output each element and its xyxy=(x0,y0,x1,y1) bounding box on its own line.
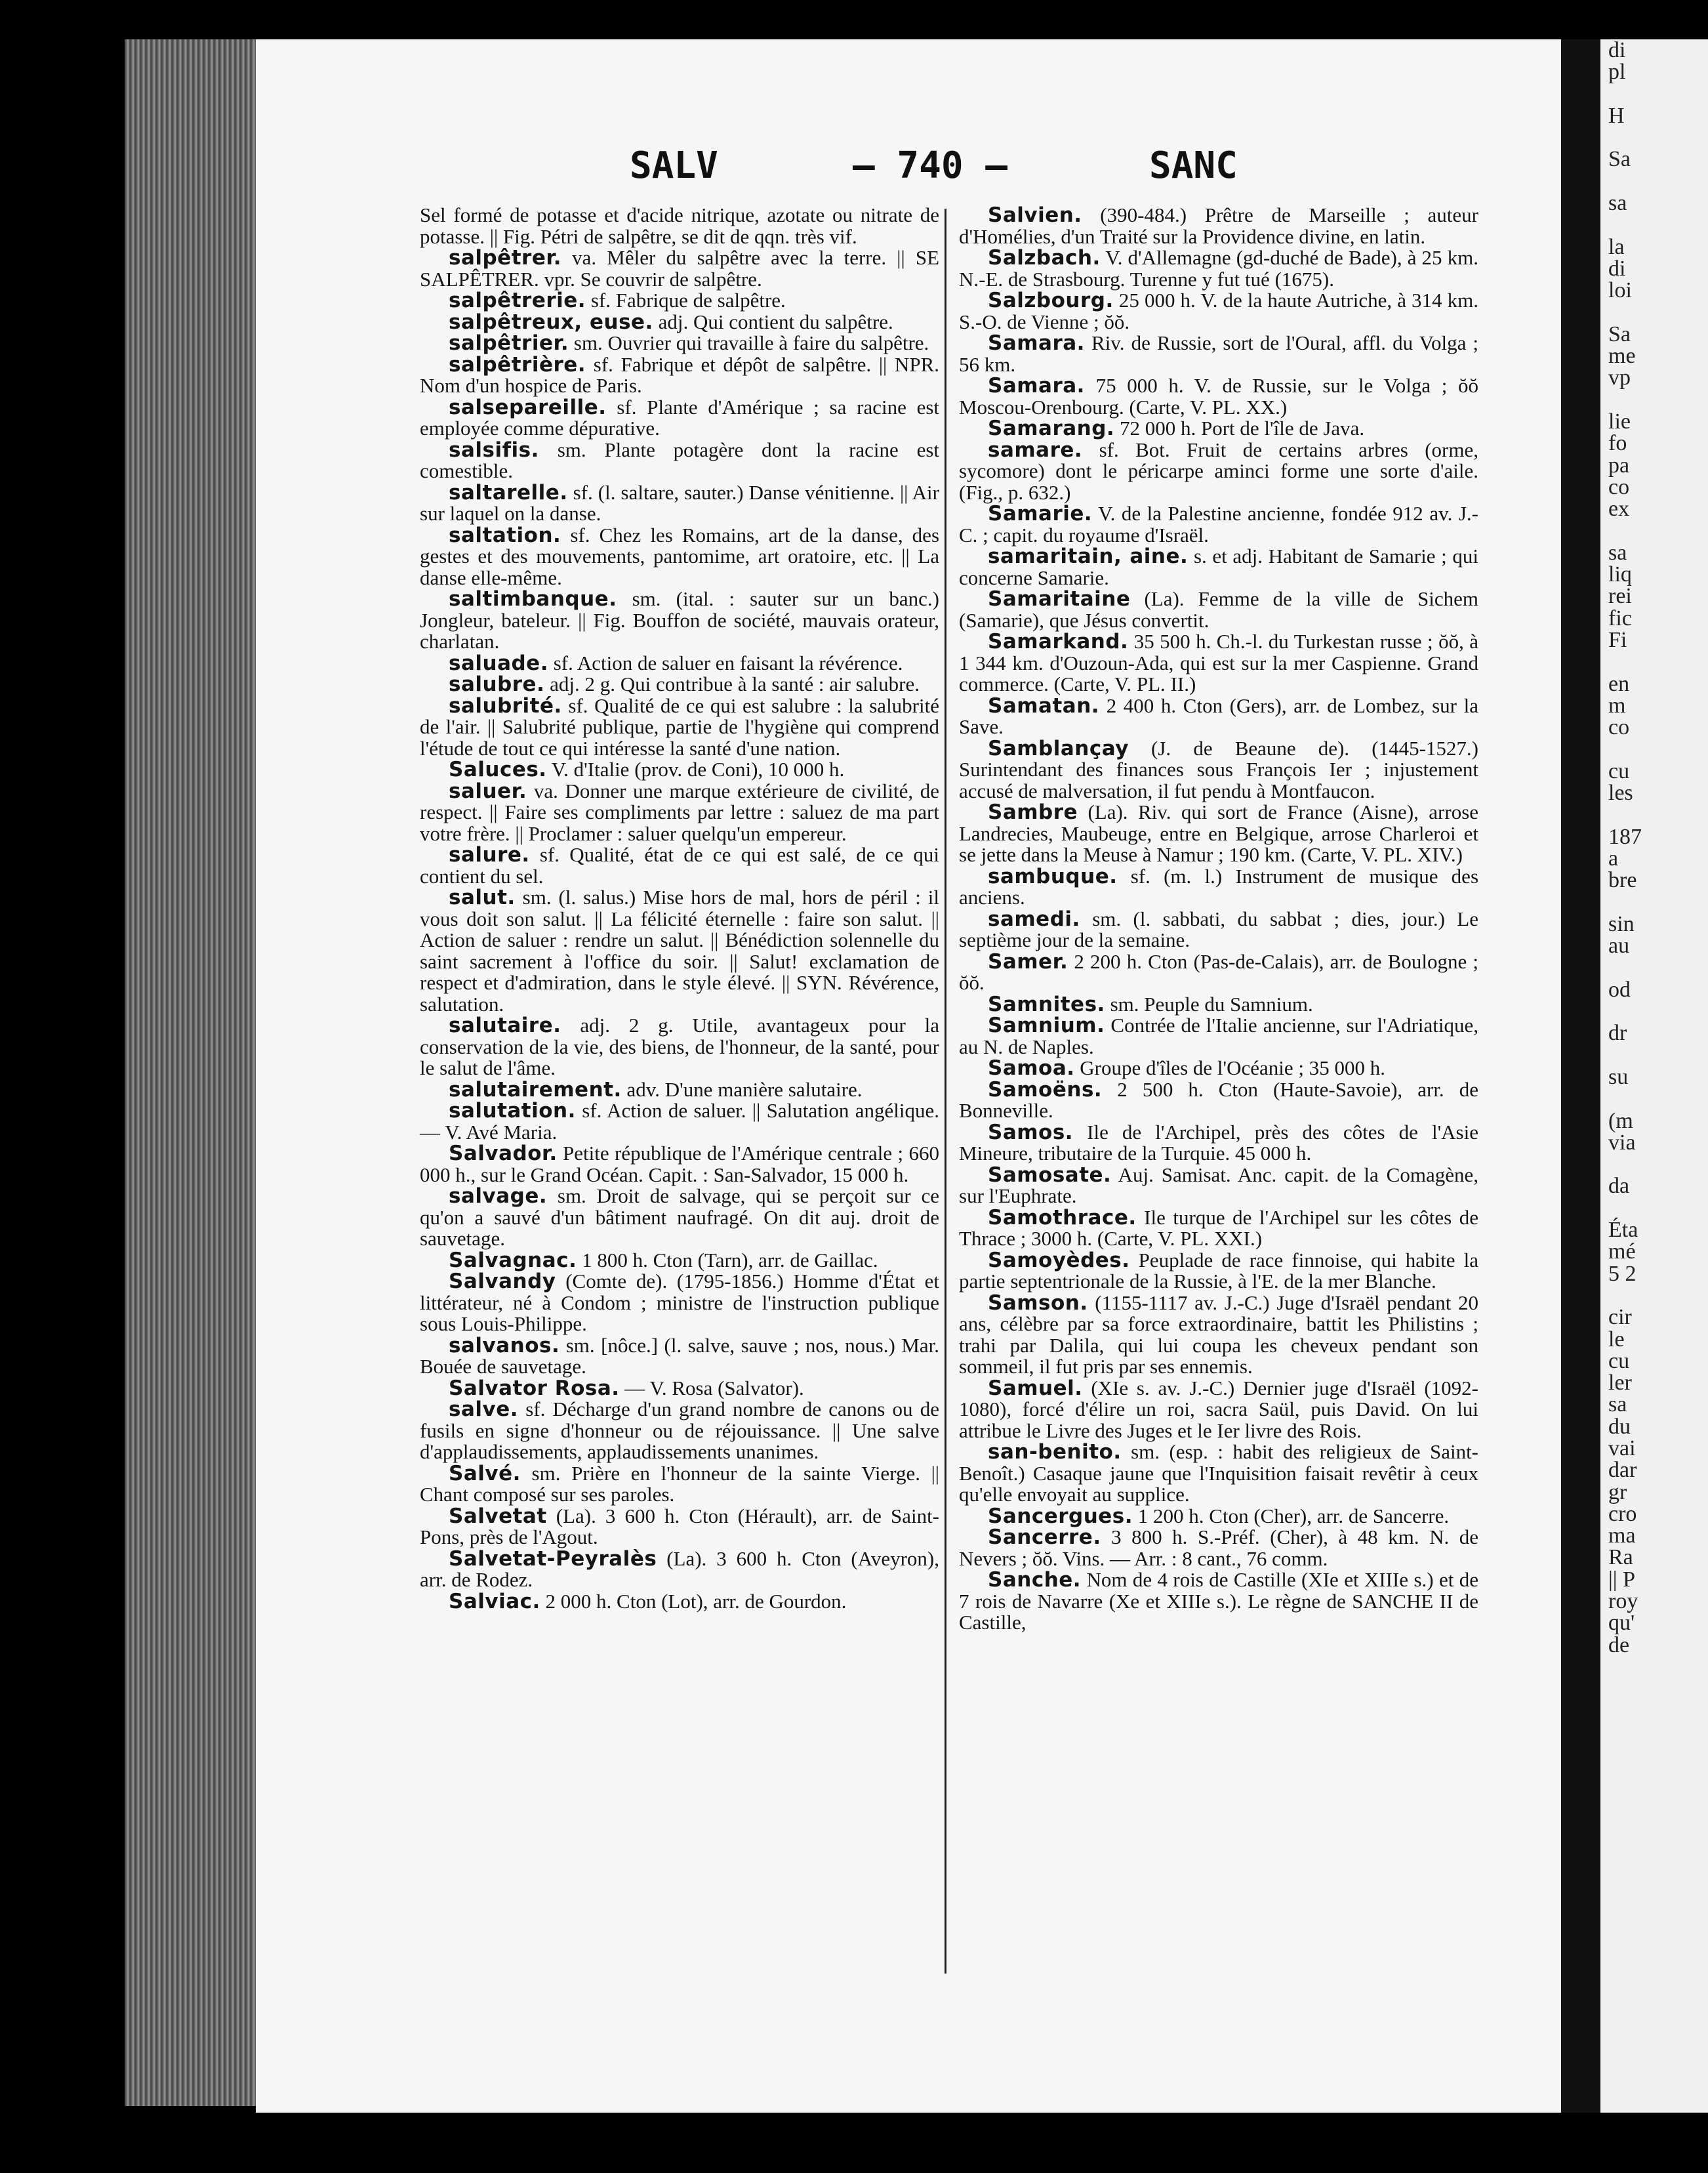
entry-headword: salpêtreux, euse. xyxy=(449,310,653,334)
dictionary-entry xyxy=(420,482,939,525)
dictionary-entry xyxy=(420,1015,939,1079)
entry-definition: 3 800 h. S.-Préf. (Cher), à 48 km. N. de Nevers ; ŏŏ. Vins. — Arr. : 8 cant., 76 comm. xyxy=(959,1525,1478,1570)
dictionary-entry xyxy=(959,1165,1478,1207)
dictionary-entry xyxy=(959,866,1478,909)
dictionary-entry xyxy=(420,1143,939,1186)
entry-headword: Samarang. xyxy=(988,417,1115,440)
dictionary-entry xyxy=(959,695,1478,738)
entry-headword: samaritain, aine. xyxy=(988,545,1189,568)
facing-page-text xyxy=(1600,804,1708,825)
dictionary-entry xyxy=(420,1186,939,1250)
entry-headword: Samosate. xyxy=(988,1163,1112,1187)
entry-headword: Samaritaine xyxy=(988,587,1131,611)
entry-definition: (XIe s. av. J.-C.) Dernier juge d'Israël (1092-1080), forcé d'élire un roi, sacra Saül, puis David. On lui attribue le Livre des Juges et le Ier livre des Rois. xyxy=(959,1376,1478,1442)
entry-definition: 2 400 h. Cton (Gers), arr. de Lombez, sur la Save. xyxy=(959,693,1478,738)
entry-definition: adj. Qui contient du salpêtre. xyxy=(658,310,893,333)
entry-headword: sambuque. xyxy=(988,864,1118,888)
dictionary-entry xyxy=(959,951,1478,994)
facing-page-text: sin xyxy=(1608,911,1635,936)
entry-headword: Samara. xyxy=(988,331,1085,355)
entry-definition: Ile turque de l'Archipel sur les côtes de Thrace ; 3000 h. (Carte, V. PL. XXI.) xyxy=(959,1205,1478,1250)
dictionary-entry xyxy=(959,1207,1478,1250)
entry-headword: salubrité. xyxy=(449,693,562,718)
dictionary-entry xyxy=(959,375,1478,418)
entry-definition: va. Donner une marque extérieure de civilité, de respect. || Faire ses compliments par lettre : saluez de ma part votre frère. || Proclamer : saluer quelqu'un empereur. xyxy=(420,779,940,845)
entry-definition: sf. (m. l.) Instrument de musique des anciens. xyxy=(959,864,1479,909)
entry-headword: Salvetat xyxy=(449,1504,547,1528)
dictionary-entry xyxy=(420,1079,939,1101)
dictionary-entry xyxy=(959,247,1478,290)
entry-definition: V. de la Palestine ancienne, fondée 912 av. J.-C. ; capit. du royaume d'Israël. xyxy=(959,502,1478,547)
entry-definition: (La). Femme de la ville de Sichem (Samarie), que Jésus convertit. xyxy=(959,587,1478,632)
facing-page-text xyxy=(1600,520,1708,542)
dictionary-entry xyxy=(420,653,939,674)
entry-headword: saltarelle. xyxy=(449,480,568,505)
dictionary-entry xyxy=(959,909,1478,951)
entry-definition: sf. Action de saluer. || Salutation angélique. — V. Avé Maria. xyxy=(420,1099,939,1144)
facing-page-text xyxy=(1600,302,1708,323)
facing-page-text: pl xyxy=(1608,60,1626,85)
entry-definition: sf. Chez les Romains, art de la danse, des gestes et des mouvements, pantomime, art oratoire, etc. || La danse elle-même. xyxy=(420,523,940,589)
entry-definition: sm. Plante potagère dont la racine est comestible. xyxy=(420,438,940,482)
dictionary-entry xyxy=(420,1250,939,1272)
facing-page-text: en xyxy=(1608,671,1630,696)
facing-page-text: cu xyxy=(1608,758,1630,783)
facing-page-text: ma xyxy=(1608,1523,1636,1548)
facing-page-text: a xyxy=(1608,846,1619,871)
right-column xyxy=(959,205,1478,1634)
dictionary-entry xyxy=(959,1378,1478,1442)
entry-headword: salsepareille. xyxy=(449,395,607,419)
entry-headword: saltimbanque. xyxy=(449,587,617,611)
entry-headword: Salviac. xyxy=(449,1589,540,1613)
entry-headword: Sanche. xyxy=(988,1568,1082,1592)
entry-headword: Samson. xyxy=(988,1291,1088,1315)
page-gutter xyxy=(1561,39,1600,2113)
entry-definition: adj. 2 g. Qui contribue à la santé : air salubre. xyxy=(550,673,920,695)
entry-definition: sm. (l. salus.) Mise hors de mal, hors de péril : il vous doit son salut. || La félicité éternelle : faire son salut. || Action de saluer : rendre un salut. || Bénédiction solennelle du saint sacrement à l'office du soir. || Salut! exclamation de respect et d'admiration, dans le style élevé. || SYN. Révérence, salutation. xyxy=(420,886,939,1016)
book-edge-shadow xyxy=(0,0,125,2173)
entry-definition: V. d'Italie (prov. de Coni), 10 000 h. xyxy=(551,758,845,781)
facing-page-text: Sa xyxy=(1608,147,1631,172)
facing-page-text: la xyxy=(1608,234,1625,259)
entry-headword: salpêtrer. xyxy=(449,246,561,270)
dictionary-entry xyxy=(420,247,939,290)
facing-page-text xyxy=(1600,892,1708,913)
entry-definition: 72 000 h. Port de l'île de Java. xyxy=(1119,417,1365,440)
entry-headword: Samer. xyxy=(988,949,1068,974)
dictionary-entry xyxy=(420,1378,939,1399)
entry-definition: sf. Bot. Fruit de certains arbres (orme, sycomore) dont le péricarpe aminci forme une sorte d'aile. (Fig., p. 632.) xyxy=(959,438,1478,504)
entry-definition: sm. [nôce.] (l. salve, sauve ; nos, nous.) Mar. Bouée de sauvetage. xyxy=(420,1333,939,1378)
entry-headword: salpêtrier. xyxy=(449,331,569,355)
running-header xyxy=(630,144,1259,190)
entry-definition: (La). 3 600 h. Cton (Hérault), arr. de Saint-Pons, près de l'Agout. xyxy=(420,1504,939,1548)
entry-headword: Samatan. xyxy=(988,693,1100,718)
facing-page-text: gr xyxy=(1608,1480,1627,1504)
facing-page-text: ex xyxy=(1608,497,1630,522)
dictionary-entry xyxy=(959,546,1478,589)
facing-page-text: Sa xyxy=(1608,321,1631,346)
entry-definition: (La). 3 600 h. Cton (Aveyron), arr. de Rodez. xyxy=(420,1546,939,1591)
entry-headword: salutaire. xyxy=(449,1014,561,1037)
dictionary-entry xyxy=(959,418,1478,440)
facing-page-text: 187 xyxy=(1608,824,1642,849)
facing-page-text xyxy=(1600,1045,1708,1066)
facing-page-text: dar xyxy=(1608,1458,1637,1483)
facing-page-text xyxy=(1600,739,1708,760)
entry-headword: samedi. xyxy=(988,907,1080,931)
entry-definition: Ile de l'Archipel, près des côtes de l'Asie Mineure, tributaire de la Turquie. 45 000 h. xyxy=(959,1120,1478,1165)
dictionary-entry xyxy=(959,205,1478,247)
dictionary-entry xyxy=(420,1100,939,1143)
dictionary-entry xyxy=(420,354,939,397)
entry-headword: Saluces. xyxy=(449,758,547,781)
header-left-word: SALV xyxy=(630,144,718,187)
entry-headword: salvanos. xyxy=(449,1333,560,1357)
dictionary-entry xyxy=(420,1506,939,1548)
facing-page-text xyxy=(1600,651,1708,673)
facing-page-text: rei xyxy=(1608,584,1632,609)
facing-page-text: di xyxy=(1608,256,1626,281)
dictionary-entry xyxy=(420,440,939,482)
dictionary-entry xyxy=(420,205,939,247)
dictionary-entry xyxy=(959,1293,1478,1378)
entry-headword: saluade. xyxy=(449,651,548,675)
dictionary-entry xyxy=(420,759,939,781)
dictionary-entry xyxy=(420,695,939,760)
facing-page-text xyxy=(1600,83,1708,105)
entry-definition: 1 800 h. Cton (Tarn), arr. de Gaillac. xyxy=(582,1248,878,1272)
entry-definition: s. et adj. Habitant de Samarie ; qui concerne Samarie. xyxy=(959,545,1478,589)
entry-definition: adv. D'une manière salutaire. xyxy=(626,1077,863,1101)
facing-page-text: dr xyxy=(1608,1021,1627,1046)
facing-page-text: H xyxy=(1608,103,1625,128)
entry-definition: sm. Prière en l'honneur de la sainte Vierge. || Chant composé sur ses paroles. xyxy=(420,1461,940,1506)
entry-headword: Salvagnac. xyxy=(449,1248,577,1272)
entry-headword: saltation. xyxy=(449,523,561,547)
dictionary-entry xyxy=(420,1335,939,1378)
entry-headword: Samara. xyxy=(988,374,1085,398)
facing-page-text: mé xyxy=(1608,1239,1636,1264)
book-page-edges xyxy=(125,39,262,2106)
facing-page-text: su xyxy=(1608,1064,1629,1089)
entry-headword: saluer. xyxy=(449,779,527,803)
entry-definition: 2 000 h. Cton (Lot), arr. de Gourdon. xyxy=(545,1589,847,1613)
entry-headword: Salzbourg. xyxy=(988,289,1114,312)
entry-definition: Sel formé de potasse et d'acide nitrique, azotate ou nitrate de potasse. || Fig. Pétri de salpêtre, se dit de qqn. très vif. xyxy=(420,203,939,248)
dictionary-entry xyxy=(959,1079,1478,1122)
dictionary-entry xyxy=(959,1015,1478,1058)
facing-page-text: liq xyxy=(1608,562,1632,587)
entry-headword: Samoëns. xyxy=(988,1077,1103,1102)
entry-definition: sf. Fabrique de salpêtre. xyxy=(590,289,786,312)
entry-headword: Sancergues. xyxy=(988,1504,1133,1528)
dictionary-entry xyxy=(420,1463,939,1506)
entry-definition: 35 500 h. Ch.-l. du Turkestan russe ; ŏŏ, à 1 344 km. d'Ouzoun-Ada, qui est sur la mer Caspienne. Grand commerce. (Carte, V. PL. II.) xyxy=(959,630,1479,695)
facing-page-text: me xyxy=(1608,344,1636,369)
entry-headword: salpêtrerie. xyxy=(449,289,586,312)
entry-definition: sf. Action de saluer en faisant la révérence. xyxy=(553,651,903,674)
entry-definition: Petite république de l'Amérique centrale ; 660 000 h., sur le Grand Océan. Capit. : San-Salvador, 15 000 h. xyxy=(420,1142,940,1186)
dictionary-entry xyxy=(959,994,1478,1016)
entry-headword: Salvandy xyxy=(449,1270,556,1293)
entry-definition: sf. Qualité, état de ce qui est salé, de ce qui contient du sel. xyxy=(420,843,940,888)
entry-definition: sm. Ouvrier qui travaille à faire du salpêtre. xyxy=(573,331,929,354)
page-number: — 740 — xyxy=(853,144,1008,187)
dictionary-entry xyxy=(420,525,939,589)
dictionary-entry xyxy=(959,1506,1478,1527)
entry-headword: Samuel. xyxy=(988,1376,1083,1400)
entry-definition: sm. (ital. : sauter sur un banc.) Jongleur, bateleur. || Fig. Bouffon de société, mauvais orateur, charlatan. xyxy=(420,587,940,653)
entry-definition: sf. Décharge d'un grand nombre de canons ou de fusils en signe d'honneur ou de réjouissance. || Une salve d'applaudissements, applaudissements unanimes. xyxy=(420,1397,939,1463)
facing-page-text: od xyxy=(1608,977,1631,1002)
facing-page-text xyxy=(1600,127,1708,148)
entry-definition: sf. (l. saltare, sauter.) Danse vénitienne. || Air sur laquel on la danse. xyxy=(420,480,939,525)
dictionary-entry xyxy=(420,290,939,312)
entry-definition: 25 000 h. V. de la haute Autriche, à 314 km. S.-O. de Vienne ; ŏŏ. xyxy=(959,289,1479,333)
dictionary-entry xyxy=(420,397,939,440)
dictionary-entry xyxy=(420,333,939,354)
facing-page-text: vp xyxy=(1608,365,1631,390)
entry-headword: Samarie. xyxy=(988,502,1093,526)
facing-page-text xyxy=(1600,171,1708,192)
entry-headword: Samnium. xyxy=(988,1014,1105,1037)
column-rule xyxy=(945,209,946,1974)
entry-definition: (J. de Beaune de). (1445-1527.) Surintendant des finances sous François Ier ; injustement accusé de malversation, il fut pendu à Montfaucon. xyxy=(959,736,1479,802)
dictionary-entry xyxy=(420,1591,939,1613)
facing-page-text: vai xyxy=(1608,1436,1636,1460)
dictionary-entry xyxy=(959,1441,1478,1506)
entry-headword: Samothrace. xyxy=(988,1205,1137,1230)
entry-definition: (390-484.) Prêtre de Marseille ; auteur d'Homélies, d'un Traité sur la Providence divine, en latin. xyxy=(959,203,1478,248)
entry-definition: Groupe d'îles de l'Océanie ; 35 000 h. xyxy=(1080,1056,1386,1079)
facing-page-text: ler xyxy=(1608,1371,1632,1396)
facing-page-text xyxy=(1600,1088,1708,1109)
facing-page-text: co xyxy=(1608,715,1630,740)
facing-page-text: 5 2 xyxy=(1608,1261,1637,1286)
facing-page-text: lie xyxy=(1608,409,1631,434)
facing-page-text: sa xyxy=(1608,191,1627,216)
entry-definition: Peuplade de race finnoise, qui habite la partie septentrionale de la Russie, à l'E. de la mer Blanche. xyxy=(959,1248,1479,1293)
entry-definition: (1155-1117 av. J.-C.) Juge d'Israël pendant 20 ans, célèbre par sa force extraordinaire, battit les Philistins ; trahi par Dalila, qui lui coupa les cheveux pendant son sommeil, il fut pris par ses ennemis. xyxy=(959,1291,1478,1378)
left-column xyxy=(420,205,939,1612)
entry-headword: Samblançay xyxy=(988,736,1129,760)
facing-page-text: bre xyxy=(1608,868,1637,893)
facing-page-text: cro xyxy=(1608,1501,1637,1526)
facing-page-text: via xyxy=(1608,1130,1636,1155)
facing-page-text xyxy=(1600,1001,1708,1022)
entry-headword: salubre. xyxy=(449,673,545,696)
dictionary-entry xyxy=(420,1399,939,1463)
entry-headword: san-benito. xyxy=(988,1440,1122,1464)
entry-headword: Sancerre. xyxy=(988,1525,1101,1549)
dictionary-entry xyxy=(959,290,1478,333)
entry-definition: sf. Fabrique et dépôt de salpêtre. || NPR. Nom d'un hospice de Paris. xyxy=(420,352,939,397)
entry-definition: adj. 2 g. Utile, avantageux pour la conservation de la vie, des biens, de l'honneur, de la santé, pour le salut de l'âme. xyxy=(420,1014,939,1079)
facing-page-text: du xyxy=(1608,1414,1631,1439)
entry-definition: V. d'Allemagne (gd-duché de Bade), à 25 km. N.-E. de Strasbourg. Turenne y fut tué (1675). xyxy=(959,246,1478,291)
entry-definition: sm. (esp. : habit des religieux de Saint-Benoît.) Casaque jaune que l'Inquisition faisait revêtir à ceux qu'elle envoyait au supplice. xyxy=(959,1440,1479,1506)
dictionary-entry xyxy=(959,738,1478,802)
entry-definition: sf. Qualité de ce qui est salubre : la salubrité de l'air. || Salubrité publique, partie de l'hygiène qui comprend l'étude de tout ce qui intéresse la santé d'une nation. xyxy=(420,693,939,760)
entry-definition: 75 000 h. V. de Russie, sur le Volga ; ŏŏ Moscou-Orenbourg. (Carte, V. PL. XX.) xyxy=(959,374,1479,419)
facing-page-text: pa xyxy=(1608,453,1630,478)
entry-definition: 1 200 h. Cton (Cher), arr. de Sancerre. xyxy=(1137,1504,1450,1527)
dictionary-entry xyxy=(420,312,939,333)
entry-definition: sm. (l. sabbati, du sabbat ; dies, jour.) Le septième jour de la semaine. xyxy=(959,907,1479,951)
entry-definition: Riv. de Russie, sort de l'Oural, affl. du Volga ; 56 km. xyxy=(959,331,1479,376)
entry-headword: Samos. xyxy=(988,1120,1074,1144)
dictionary-entry xyxy=(420,589,939,653)
facing-page-text: Fi xyxy=(1608,628,1627,653)
facing-page-text: da xyxy=(1608,1174,1630,1199)
facing-page-fragment xyxy=(1600,39,1708,2113)
entry-headword: Salvator Rosa. xyxy=(449,1376,620,1400)
dictionary-entry xyxy=(959,589,1478,631)
facing-page-text: les xyxy=(1608,781,1633,806)
entry-definition: 2 500 h. Cton (Haute-Savoie), arr. de Bonneville. xyxy=(959,1077,1479,1122)
entry-headword: samare. xyxy=(988,438,1083,462)
header-right-word: SANC xyxy=(1149,144,1238,187)
facing-page-text xyxy=(1600,1285,1708,1306)
facing-page-text: co xyxy=(1608,474,1630,499)
dictionary-entry xyxy=(420,887,939,1015)
facing-page-text: Éta xyxy=(1608,1218,1638,1243)
dictionary-entry xyxy=(959,440,1478,504)
facing-page-text: cu xyxy=(1608,1348,1630,1373)
dictionary-entry xyxy=(959,503,1478,546)
dictionary-entry xyxy=(959,1569,1478,1634)
facing-page-text: de xyxy=(1608,1632,1630,1657)
entry-definition: sm. Peuple du Samnium. xyxy=(1110,992,1313,1016)
facing-page-text: di xyxy=(1608,39,1626,62)
dictionary-entry xyxy=(959,1122,1478,1165)
entry-headword: Sambre xyxy=(988,800,1078,824)
entry-headword: Salzbach. xyxy=(988,246,1101,270)
facing-page-text: roy xyxy=(1608,1589,1638,1614)
entry-headword: Samoa. xyxy=(988,1056,1075,1080)
facing-page-text: qu' xyxy=(1608,1611,1635,1636)
dictionary-entry xyxy=(420,674,939,695)
entry-headword: salut. xyxy=(449,886,516,909)
entry-headword: Salvador. xyxy=(449,1142,558,1165)
facing-page-text xyxy=(1600,1197,1708,1219)
facing-page-text: Ra xyxy=(1608,1545,1633,1570)
dictionary-entry xyxy=(420,1271,939,1335)
dictionary-entry xyxy=(959,1058,1478,1079)
entry-definition: Nom de 4 rois de Castille (XIe et XIIIe s.) et de 7 rois de Navarre (Xe et XIIIe s.). Le règne de SANCHE II de Castille, xyxy=(959,1568,1479,1634)
dictionary-entry xyxy=(959,802,1478,866)
entry-headword: Samarkand. xyxy=(988,630,1129,653)
entry-definition: sm. Droit de salvage, qui se perçoit sur ce qu'on a sauvé d'un bâtiment naufragé. On dit auj. droit de sauvetage. xyxy=(420,1184,939,1250)
facing-page-text xyxy=(1600,389,1708,411)
entry-headword: salsifis. xyxy=(449,438,539,462)
entry-headword: Salvetat-Peyralès xyxy=(449,1546,657,1571)
entry-headword: salutairement. xyxy=(449,1077,622,1102)
entry-definition: va. Mêler du salpêtre avec la terre. || SE SALPÊTRER. vpr. Se couvrir de salpêtre. xyxy=(420,246,940,291)
facing-page-text: m xyxy=(1608,693,1626,718)
entry-headword: Samnites. xyxy=(988,992,1105,1016)
facing-page-text: loi xyxy=(1608,278,1632,303)
dictionary-entry xyxy=(959,1527,1478,1569)
entry-definition: (La). Riv. qui sort de France (Aisne), arrose Landrecies, Maubeuge, entre en Belgique, arrose Charleroi et se jette dans la Meuse à Namur ; 190 km. (Carte, V. PL. XIV.) xyxy=(959,800,1479,866)
dictionary-entry xyxy=(420,781,939,845)
entry-definition: (Comte de). (1795-1856.) Homme d'État et littérateur, né à Condom ; ministre de l'instruction publique sous Louis-Philippe. xyxy=(420,1270,940,1335)
facing-page-text: sa xyxy=(1608,1392,1627,1417)
entry-headword: salutation. xyxy=(449,1099,576,1123)
dictionary-entry xyxy=(959,1250,1478,1293)
facing-page-text: cir xyxy=(1608,1305,1632,1330)
entry-headword: Samoyèdes. xyxy=(988,1248,1130,1272)
facing-page-text: (m xyxy=(1608,1108,1633,1133)
facing-page-text: sa xyxy=(1608,540,1627,565)
entry-definition: 2 200 h. Cton (Pas-de-Calais), arr. de Boulogne ; ŏŏ. xyxy=(959,949,1478,994)
entry-headword: Salvé. xyxy=(449,1461,521,1485)
facing-page-text: le xyxy=(1608,1327,1625,1352)
facing-page-text: || P xyxy=(1608,1567,1636,1592)
dictionary-entry xyxy=(959,333,1478,375)
entry-definition: sf. Plante d'Amérique ; sa racine est employée comme dépurative. xyxy=(420,395,940,440)
facing-page-text xyxy=(1600,957,1708,978)
facing-page-text xyxy=(1600,1153,1708,1175)
entry-definition: — V. Rosa (Salvator). xyxy=(624,1376,804,1399)
facing-page-text: fic xyxy=(1608,606,1632,631)
dictionary-entry xyxy=(420,1548,939,1591)
entry-headword: Salvien. xyxy=(988,203,1082,227)
facing-page-text: au xyxy=(1608,934,1630,959)
dictionary-entry xyxy=(959,631,1478,695)
entry-definition: Contrée de l'Italie ancienne, sur l'Adriatique, au N. de Naples. xyxy=(959,1014,1479,1058)
facing-page-text xyxy=(1600,214,1708,236)
facing-page-text: fo xyxy=(1608,431,1627,456)
entry-headword: salpêtrière. xyxy=(449,352,586,377)
dictionary-entry xyxy=(420,844,939,887)
entry-headword: salvage. xyxy=(449,1184,548,1208)
entry-definition: Auj. Samisat. Anc. capit. de la Comagène, sur l'Euphrate. xyxy=(959,1163,1478,1207)
entry-headword: salure. xyxy=(449,843,530,867)
entry-headword: salve. xyxy=(449,1397,519,1421)
